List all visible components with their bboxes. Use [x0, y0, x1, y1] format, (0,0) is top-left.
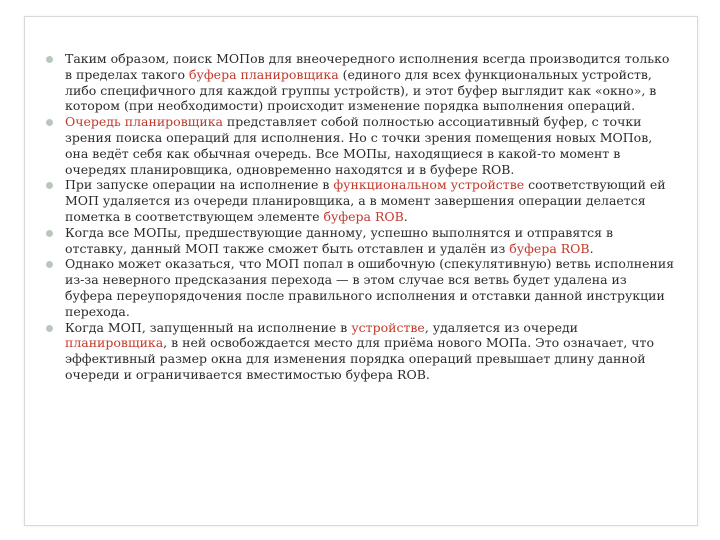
text-segment: Однако может оказаться, что МОП попал в ошибочную (спекулятивную) ветвь исполнения из-за неверного предсказания перехода — в этом случае вся ветвь будет удалена из буфера переупорядочения после правильного исполнения и отставки данной инструкции перехода. — [65, 256, 675, 319]
bullet-text — [65, 51, 669, 113]
highlight-term: устройстве — [351, 319, 425, 335]
bullet-dot-icon — [46, 119, 53, 126]
bullet-text — [65, 320, 654, 382]
highlight-term: буфера ROB — [509, 240, 590, 256]
text-segment: соответствующий ей МОП удаляется из очереди планировщика, а в момент завершения операции делается пометка в соответствующем элементе — [65, 177, 666, 224]
highlight-term: буфера ROB — [323, 208, 404, 224]
bullet-dot-icon — [46, 182, 53, 189]
bullet-text — [65, 256, 674, 318]
bullet-item — [43, 320, 677, 383]
bullet-item — [43, 256, 677, 319]
bullet-item — [43, 51, 677, 114]
bullet-dot-icon — [46, 56, 53, 63]
text-segment: , в ней освобождается место для приёма нового МОПа. Это означает, что эффективный размер окна для изменения порядка операций превышает длину данной очереди и ограничивается вместимостью буфера ROB. — [65, 335, 654, 382]
highlight-term: буфера планировщика — [189, 66, 339, 82]
text-segment: (единого для всех функциональных устройств, либо специфичного для каждой группы устройств), и этот буфер выглядит как «окно», в котором (при необходимости) происходит изменение порядка выполнения операций. — [65, 66, 657, 114]
bullet-dot-icon — [46, 261, 53, 268]
bullet-dot-icon — [46, 230, 53, 237]
text-segment: , удаляется из очереди — [424, 319, 578, 335]
highlight-term: функциональном устройстве — [333, 177, 525, 193]
text-segment: При запуске операции на исполнение в — [65, 177, 334, 193]
highlight-term: планировщика — [65, 335, 164, 351]
bullet-text — [65, 225, 613, 256]
bullet-item — [43, 225, 677, 257]
bullet-item — [43, 114, 677, 177]
bullet-text — [65, 177, 666, 224]
bullet-dot-icon — [46, 325, 53, 332]
text-segment: . — [589, 240, 594, 256]
text-segment: Таким образом, поиск МОПов для внеочередного исполнения всегда производится только в пределах такого — [65, 51, 670, 82]
text-segment: Когда все МОПы, предшествующие данному, успешно выполнятся и отправятся в отставку, данный МОП также сможет быть отставлен и удалён из — [65, 224, 614, 256]
text-segment: Когда МОП, запущенный на исполнение в — [65, 319, 352, 335]
bullet-list — [43, 51, 677, 383]
bullet-text — [65, 114, 652, 176]
text-segment: представляет собой полностью ассоциативный буфер, с точки зрения поиска операций для исполнения. Но с точки зрения помещения новых МОПов, она ведёт себя как обычная очередь. Все МОПы, находящиеся в какой-то момент в очередях планировщика, одновременно находятся и в буфере ROB. — [65, 114, 653, 177]
highlight-term: Очередь планировщика — [65, 114, 223, 130]
text-segment: . — [403, 208, 408, 224]
bullet-item — [43, 177, 677, 224]
